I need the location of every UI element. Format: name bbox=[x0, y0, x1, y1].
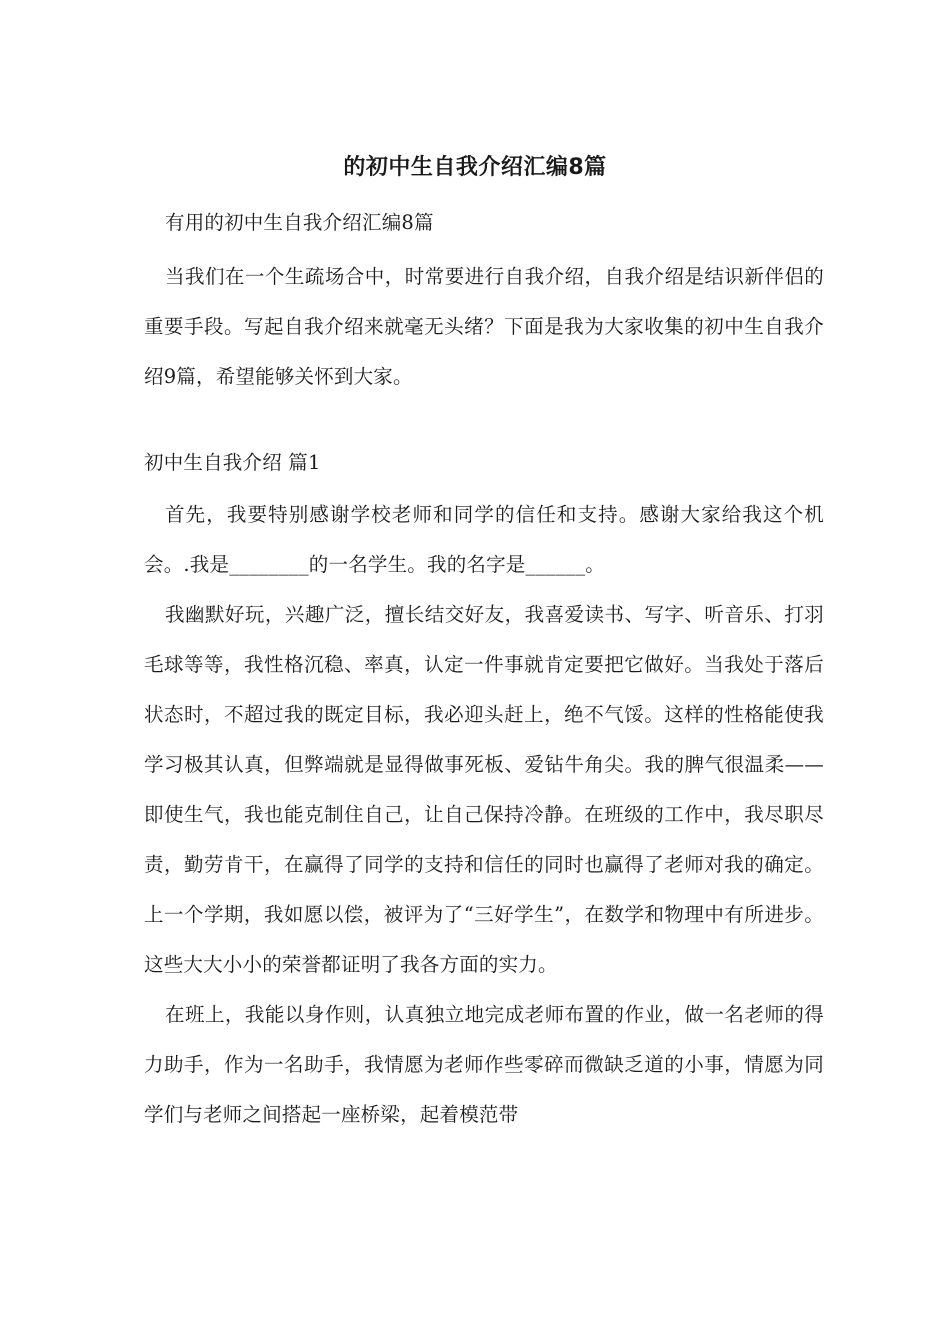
document-title: 的初中生自我介绍汇编8篇 bbox=[343, 155, 607, 180]
document-subtitle: 有用的初中生自我介绍汇编8篇 bbox=[165, 211, 434, 234]
intro-paragraph: 当我们在一个生疏场合中，时常要进行自我介绍，自我介绍是结识新伴侣的重要手段。写起自我介绍来就毫无头绪？下面是我为大家收集的初中生自我介绍9篇，希望能够关怀到大家。 bbox=[144, 265, 824, 388]
section-heading: 初中生自我介绍 篇1 bbox=[144, 451, 321, 474]
body-paragraph: 在班上，我能以身作则，认真独立地完成老师布置的作业，做一名老师的得力助手，作为一名助手，我情愿为老师作些零碎而微缺乏道的小事，情愿为同学们与老师之间搭起一座桥梁，起着模范带 bbox=[144, 1003, 824, 1126]
body-paragraph: 首先，我要特别感谢学校老师和同学的信任和支持。感谢大家给我这个机会。.我是________的一名学生。我的名字是______。 bbox=[144, 503, 824, 576]
section-spacer bbox=[144, 402, 824, 448]
document-body bbox=[144, 208, 824, 1140]
body-paragraph: 我幽默好玩，兴趣广泛，擅长结交好友，我喜爱读书、写字、听音乐、打羽毛球等等，我性格沉稳、率真，认定一件事就肯定要把它做好。当我处于落后状态时，不超过我的既定目标，我必迎头赶上，绝不气馁。这样的性格能使我学习极其认真，但弊端就是显得做事死板、爱钻牛角尖。我的脾气很温柔——即使生气，我也能克制住自己，让自己保持冷静。在班级的工作中，我尽职尽责，勤劳肯干，在赢得了同学的支持和信任的同时也赢得了老师对我的确定。上一个学期，我如愿以偿，被评为了“三好学生”，在数学和物理中有所进步。这些大大小小的荣誉都证明了我各方面的实力。 bbox=[144, 603, 824, 976]
